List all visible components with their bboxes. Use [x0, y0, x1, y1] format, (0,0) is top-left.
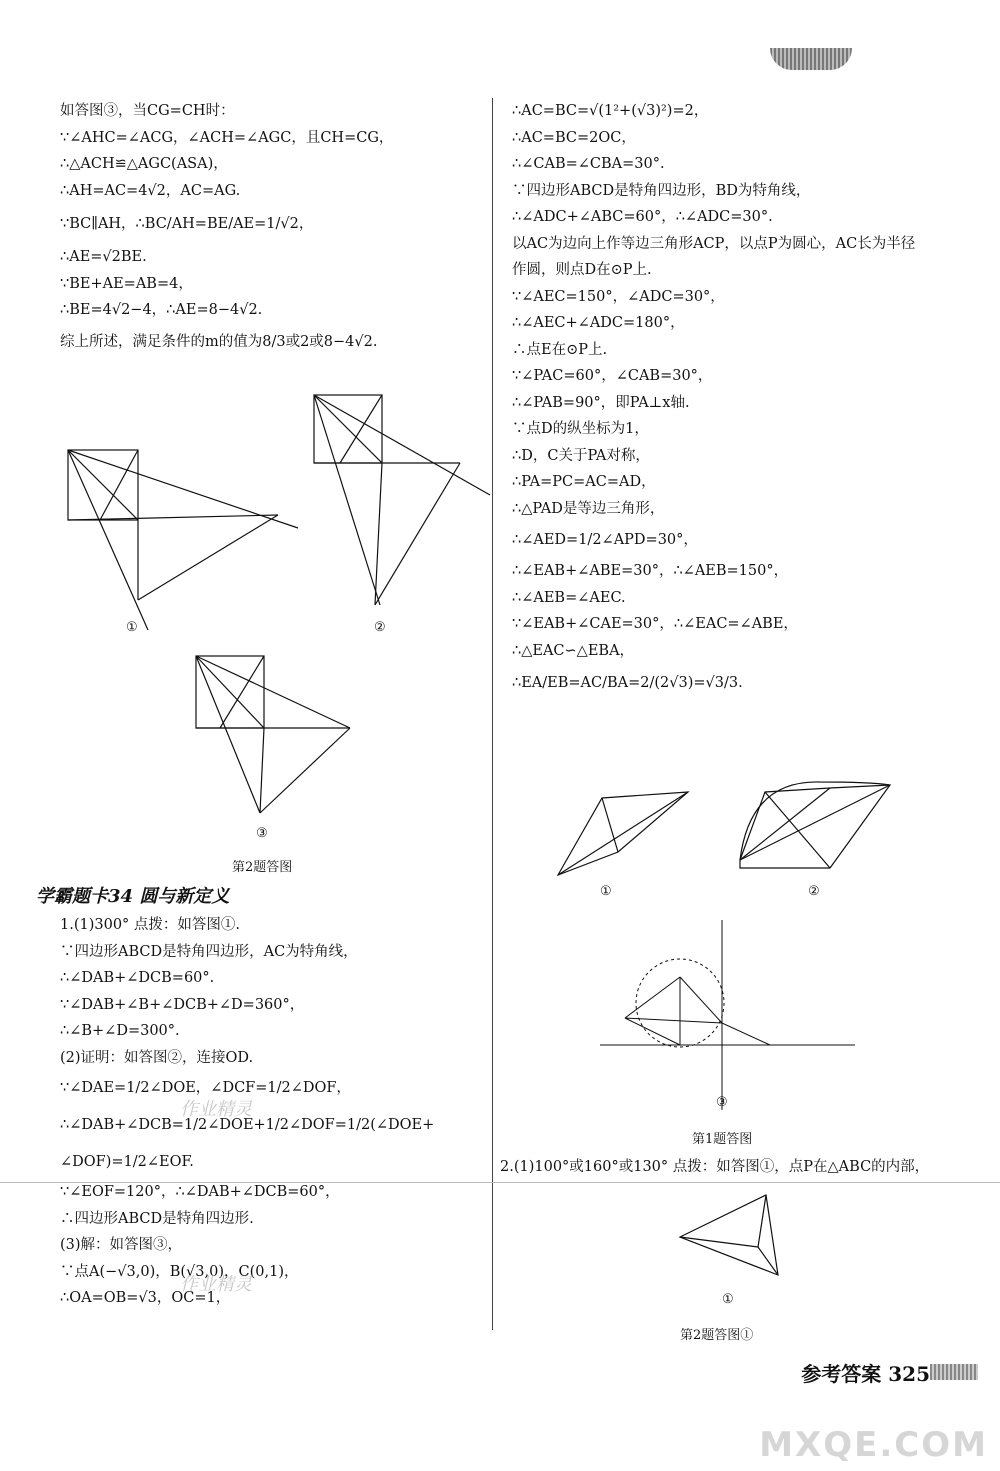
text-line: ∴AE=√2BE.: [60, 249, 147, 265]
text-line: ∵∠AHC=∠ACG，∠ACH=∠AGC，且CH=CG，: [60, 129, 394, 146]
left-column-text-2: [60, 912, 480, 1312]
text-line: ∴∠DAB+∠DCB=1/2∠DOE+1/2∠DOF=1/2(∠DOE+: [60, 1117, 435, 1133]
text-line: ∴EA/EB=AC/BA=2/(2√3)=√3/3.: [512, 675, 743, 691]
figure-label: ②: [808, 884, 820, 899]
stamp-watermark: 作业精灵: [180, 1099, 252, 1120]
text-line: ∵∠PAC=60°，∠CAB=30°，: [512, 368, 713, 384]
right-column-text: [512, 98, 952, 702]
text-line: ∴AC=BC=2OC，: [512, 129, 636, 146]
text-line: ∵四边形ABCD是特角四边形，AC为特角线，: [60, 943, 358, 960]
geometry-figure-2: [300, 385, 500, 625]
text-line: 综上所述，满足条件的m的值为8/3或2或8−4√2.: [60, 333, 378, 350]
page-footer: [801, 1358, 930, 1387]
text-line: ∵BE+AE=AB=4，: [60, 275, 193, 292]
text-line: ∵四边形ABCD是特角四边形，BD为特角线，: [512, 182, 811, 199]
geometry-figure-1: [50, 440, 310, 640]
figure-caption: 第1题答图: [692, 1132, 753, 1147]
text-line: ∵点A(−√3,0)，B(√3,0)，C(0,1)，: [60, 1263, 299, 1280]
text-line: ∴BE=4√2−4，∴AE=8−4√2.: [60, 302, 263, 318]
text-line: ∴AH=AC=4√2，AC=AG.: [60, 182, 241, 199]
header-ornament: [770, 48, 852, 70]
text-line: ∴△EAC∽△EBA，: [512, 642, 635, 659]
text-line: ∴∠DAB+∠DCB=60°.: [60, 970, 215, 986]
stamp-watermark: 作业精灵: [180, 1274, 252, 1295]
text-line: ∴∠AEB=∠AEC.: [512, 589, 626, 606]
text-line: ∴D，C关于PA对称，: [512, 447, 650, 464]
text-line: 作圆，则点D在⊙P上.: [512, 262, 652, 278]
footer-label: 参考答案: [801, 1362, 882, 1386]
figure-caption: 第2题答图①: [680, 1328, 754, 1343]
text-line: ∵BC∥AH，∴BC/AH=BE/AE=1/√2，: [60, 216, 314, 232]
section-title: 学霸题卡34 圆与新定义: [36, 886, 230, 907]
text-line: ∴△PAD是等边三角形，: [512, 500, 665, 517]
quadrilateral-figure-1: [540, 780, 710, 890]
text-line: ∵∠EOF=120°，∴∠DAB+∠DCB=60°，: [60, 1184, 340, 1200]
text-line: 1.(1)300° 点拨：如答图①.: [60, 917, 241, 933]
figure-label: ③: [256, 826, 268, 841]
figure-label: ①: [126, 620, 138, 635]
text-line: ∴∠ADC+∠ABC=60°，∴∠ADC=30°.: [512, 209, 773, 225]
text-line: ∴PA=PC=AC=AD，: [512, 474, 656, 490]
left-column-text: [60, 98, 480, 360]
text-line: ∵∠DAB+∠B+∠DCB+∠D=360°，: [60, 996, 305, 1013]
text-line: ∴∠CAB=∠CBA=30°.: [512, 156, 665, 172]
figure-label: ②: [374, 620, 386, 635]
text-line: ∴△ACH≌△AGC(ASA)，: [60, 156, 228, 172]
text-line: ∴∠AEC+∠ADC=180°，: [512, 315, 685, 331]
text-line: ∴AC=BC=√(1²+(√3)²)=2，: [512, 103, 709, 119]
text-line: (3)解：如答图③，: [60, 1237, 183, 1253]
text-line: ∴∠AED=1/2∠APD=30°，: [512, 532, 698, 548]
figure-caption: 第2题答图: [232, 860, 293, 875]
text-line: ∴∠EAB+∠ABE=30°，∴∠AEB=150°，: [512, 563, 789, 579]
text-line: 以AC为边向上作等边三角形ACP，以点P为圆心，AC长为半径: [512, 235, 916, 252]
text-line: 2.(1)100°或160°或130° 点拨：如答图①，点P在△ABC的内部，: [500, 1159, 930, 1175]
footer-ornament: [930, 1364, 978, 1380]
figure-label: ①: [600, 884, 612, 899]
geometry-figure-3: [180, 648, 370, 828]
site-watermark: MXQE.COM: [759, 1425, 988, 1465]
circle-figure-2: [720, 770, 910, 890]
text-line: ∠DOF)=1/2∠EOF.: [60, 1154, 194, 1170]
figure-label: ③: [716, 1095, 728, 1110]
coordinate-figure-3: [600, 915, 860, 1115]
text-line: (2)证明：如答图②，连接OD.: [60, 1049, 254, 1066]
text-line: ∵∠DAE=1/2∠DOE，∠DCF=1/2∠DOF，: [60, 1080, 351, 1096]
page-number: 325: [888, 1362, 930, 1386]
text-line: ∴∠PAB=90°，即PA⊥x轴.: [512, 394, 690, 411]
text-line: ∴四边形ABCD是特角四边形.: [60, 1210, 254, 1227]
text-line: ∵∠EAB+∠CAE=30°，∴∠EAC=∠ABE，: [512, 616, 798, 632]
text-line: 如答图③，当CG=CH时：: [60, 103, 235, 119]
column-divider: [492, 98, 493, 1330]
text-line: ∴∠B+∠D=300°.: [60, 1023, 180, 1039]
text-line: ∴点E在⊙P上.: [512, 341, 608, 358]
text-line: ∴OA=OB=√3，OC=1，: [60, 1290, 231, 1306]
triangle-figure-q2: [668, 1185, 798, 1285]
text-line: ∵点D的纵坐标为1，: [512, 421, 649, 437]
figure-label: ①: [722, 1292, 734, 1307]
text-line: ∵∠AEC=150°，∠ADC=30°，: [512, 288, 725, 305]
